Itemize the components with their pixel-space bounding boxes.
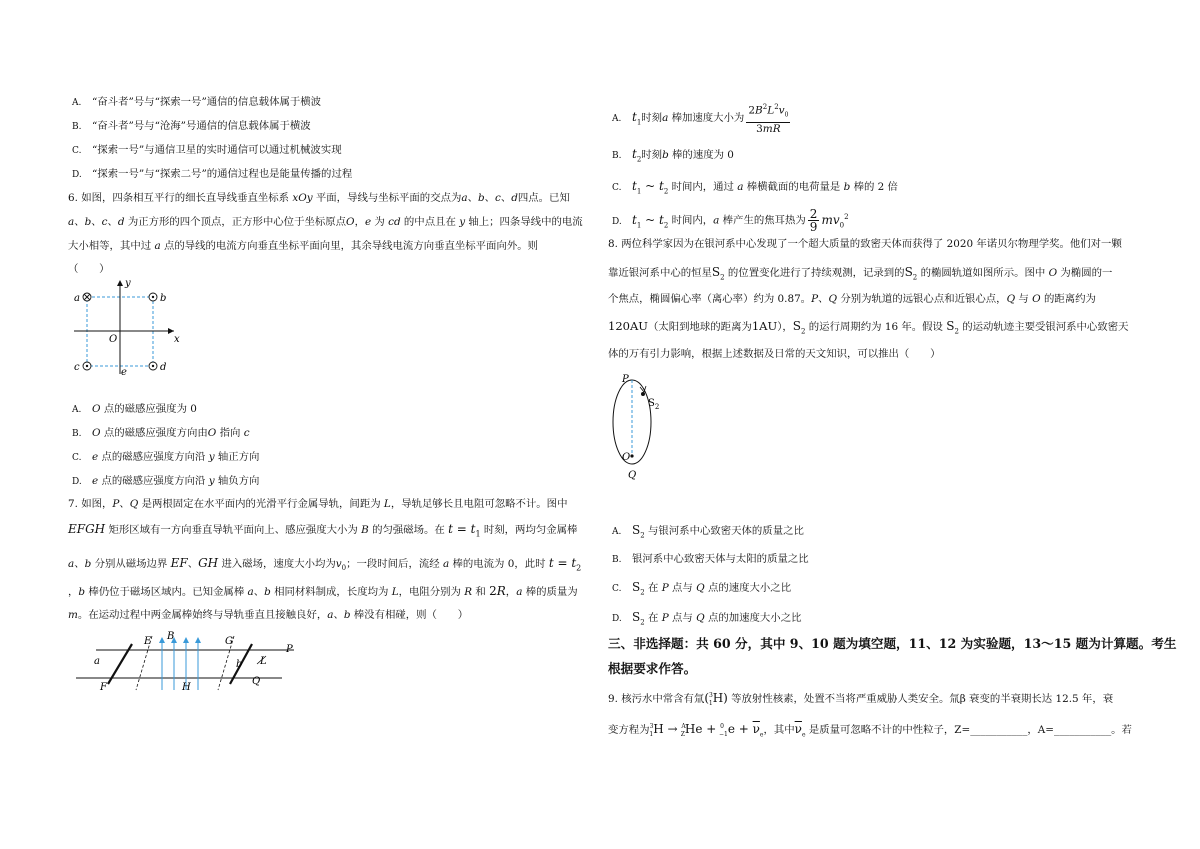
label-a: a: [74, 293, 80, 304]
q7-stem-line-4: ，b 棒仍位于磁场区域内。已知金属棒 a、b 相同材料制成，长度均为 L，电阻分别为 R 和 2R，a 棒的质量为: [68, 584, 578, 598]
label-field-b: B: [167, 631, 175, 642]
formula-heat: $\frac{2}{9}$: [809, 207, 818, 234]
q6-paren: （ ）: [68, 263, 110, 275]
label-p: P: [286, 644, 293, 655]
q8-orbit-figure: [610, 372, 680, 484]
option-label: D.: [72, 170, 82, 180]
q7-stem-line-1: 7. 如图，P、Q 是两根固定在水平面内的光滑平行金属导轨，间距为 L，导轨足够长且电阻可忽略不计。图中: [68, 498, 568, 510]
option-text: “探索一号”与通信卫星的实时通信可以通过机械波实现: [92, 144, 342, 156]
option-label: A.: [72, 98, 82, 108]
label-x: x: [174, 334, 180, 345]
label-origin: O: [109, 334, 118, 345]
q8-option-d: D. $S_2$ 在 P 点与 Q 点的加速度大小之比: [612, 610, 802, 627]
q7-stem-line-3: a、b 分别从磁场边界 EF、GH 进入磁场，速度大小均为$v_0$；一段时间后，流经 a 棒的电流为 0，此时 $t = t_2$: [68, 556, 582, 573]
label-d: d: [160, 362, 167, 373]
label-rod-b: b: [236, 659, 243, 670]
q8-stem-line-2: 靠近银河系中心的恒星$S_2$ 的位置变化进行了持续观测，记录到的$S_2$ 的椭圆轨道如图所示。图中 O 为椭圆的一: [608, 265, 1113, 282]
field-arrow-heads-icon: [159, 637, 201, 643]
label-o: O: [622, 452, 631, 463]
q8-option-b: B. 银河系中心致密天体与太阳的质量之比: [612, 553, 809, 565]
label-g: G: [225, 636, 233, 647]
q6-option-b: B. O 点的磁感应强度方向由O 指向 c: [72, 427, 250, 439]
q6-option-d: D. e 点的磁感应强度方向沿 y 轴负方向: [72, 475, 260, 487]
label-f: F: [100, 682, 107, 693]
label-h: H: [182, 682, 191, 693]
label-p: P: [622, 374, 629, 385]
label-l: L: [260, 656, 267, 667]
q5-option-a: [72, 95, 321, 110]
option-text: “奋斗者”号与“探索一号”通信的信息载体属于横波: [92, 96, 322, 108]
q5-option-d: [72, 167, 352, 182]
focus-point: [630, 454, 633, 457]
star-s2-point: [641, 392, 645, 396]
section-3-heading: 三、非选择题：共 60 分，其中 9、10 题为填空题，11、12 为实验题，13～15 题为计算题。考生: [608, 636, 1177, 651]
q5-option-b: [72, 119, 311, 134]
q6-option-a: A. O 点的磁感应强度为 0: [72, 403, 197, 415]
q5-option-c: [72, 143, 342, 158]
label-e: e: [121, 367, 127, 378]
q8-stem-line-3: 个焦点，椭圆偏心率（离心率）约为 0.87。P、Q 分别为轨道的远银心点和近银心点，Q 与 O 的距离约为: [608, 293, 1096, 305]
field-arrows: [162, 640, 198, 690]
option-text: “探索一号”与“探索二号”的通信过程也是能量传播的过程: [92, 168, 353, 180]
q7-stem-line-2: EFGH 矩形区域有一方向垂直导轨平面向上、感应强度大小为 B 的匀强磁场。在 $t = t_1$ 时刻，两均匀金属棒: [68, 522, 578, 539]
q7-rail-figure: [74, 630, 306, 700]
option-text: “奋斗者”号与“沧海”号通信的信息载体属于横波: [92, 120, 311, 132]
q7-option-a: A. $t_1$时刻a 棒加速度大小为 $\frac{2B^2L^2v_0}{3mR}$: [612, 103, 789, 135]
label-q: Q: [252, 676, 261, 687]
label-b: b: [160, 293, 167, 304]
q6-stem-line-1: 6. 如图，四条相互平行的细长直导线垂直坐标系 xOy 平面，导线与坐标平面的交点为a、b、c、d四点。已知: [68, 192, 570, 204]
wire-a-cross-icon: [83, 293, 91, 301]
q7-option-b: B. $t_2$时刻b 棒的速度为 0: [612, 147, 734, 164]
q6-wire-figure: [70, 276, 182, 380]
q6-stem-line-2: a、b、c、d 为正方形的四个顶点，正方形中心位于坐标原点O，e 为 cd 的中点且在 y 轴上；四条导线中的电流: [68, 216, 583, 228]
decay-equation: $^3_1H \to ^A_ZHe + ^0_{-1}e + \overline{\nu}_e$: [649, 722, 764, 739]
q7-stem-line-5: m。在运动过程中两金属棒始终与导轨垂直且接触良好，a、b 棒没有相碰，则（ ）: [68, 609, 469, 621]
q8-stem-line-5: 体的万有引力影响，根据上述数据及日常的天文知识，可以推出（ ）: [608, 348, 941, 360]
q7-option-c: C. $t_1$ ~ $t_2$ 时间内，通过 a 棒横截面的电荷量是 b 棒的 2 倍: [612, 179, 898, 196]
formula-accel: $\frac{2B^2L^2v_0}{3mR}$: [748, 103, 789, 135]
section-3-heading-cont: 根据要求作答。: [608, 661, 697, 676]
option-label: C.: [72, 146, 82, 156]
y-axis-arrow-icon: [117, 280, 123, 286]
q8-stem-line-1: 8. 两位科学家因为在银河系中心发现了一个超大质量的致密天体而获得了 2020 年诺贝尔物理学奖。他们对一颗: [608, 238, 1122, 250]
q8-option-c: C. $S_2$ 在 P 点与 Q 点的速度大小之比: [612, 580, 792, 597]
q7-option-d: D. $t_1$ ~ $t_2$ 时间内，a 棒产生的焦耳热为 $\frac{2}{9}$ $mv_0^2$: [612, 207, 849, 234]
q8-option-a: A. $S_2$ 与银河系中心致密天体的质量之比: [612, 523, 804, 540]
wire-c-dot-icon: [83, 362, 91, 370]
label-e: E: [144, 636, 152, 647]
option-label: B.: [72, 122, 82, 132]
label-c: c: [74, 362, 80, 373]
q8-stem-line-4: 120AU（太阳到地球的距离为1AU），$S_2$ 的运行周期约为 16 年。假设 $S_2$ 的运动轨迹主要受银河系中心致密天: [608, 319, 1129, 336]
q6-stem-line-3: 大小相等，其中过 a 点的导线的电流方向垂直坐标平面向里，其余导线电流方向垂直坐标平面向外。则: [68, 240, 539, 252]
label-q: Q: [628, 470, 637, 481]
label-s2: $S_2$: [648, 398, 660, 411]
q9-stem-line-2: 变方程为$^3_1H \to ^A_ZHe + ^0_{-1}e + \overline{\nu}_e$，其中$\overline{\nu}_e$ 是质量可忽略不计的中性粒子，Z=___________，A=___________。若: [608, 722, 1132, 739]
label-y: y: [125, 278, 131, 289]
label-rod-a: a: [94, 656, 100, 667]
wire-b-dot-icon: [149, 293, 157, 301]
wire-d-dot-icon: [149, 362, 157, 370]
q6-option-c: C. e 点的磁感应强度方向沿 y 轴正方向: [72, 451, 260, 463]
q9-stem-line-1: 9. 核污水中常含有氚($^3_1$H) 等放射性核素，处置不当将严重威胁人类安全。氚β 衰变的半衰期长达 12.5 年，衰: [608, 691, 1114, 708]
